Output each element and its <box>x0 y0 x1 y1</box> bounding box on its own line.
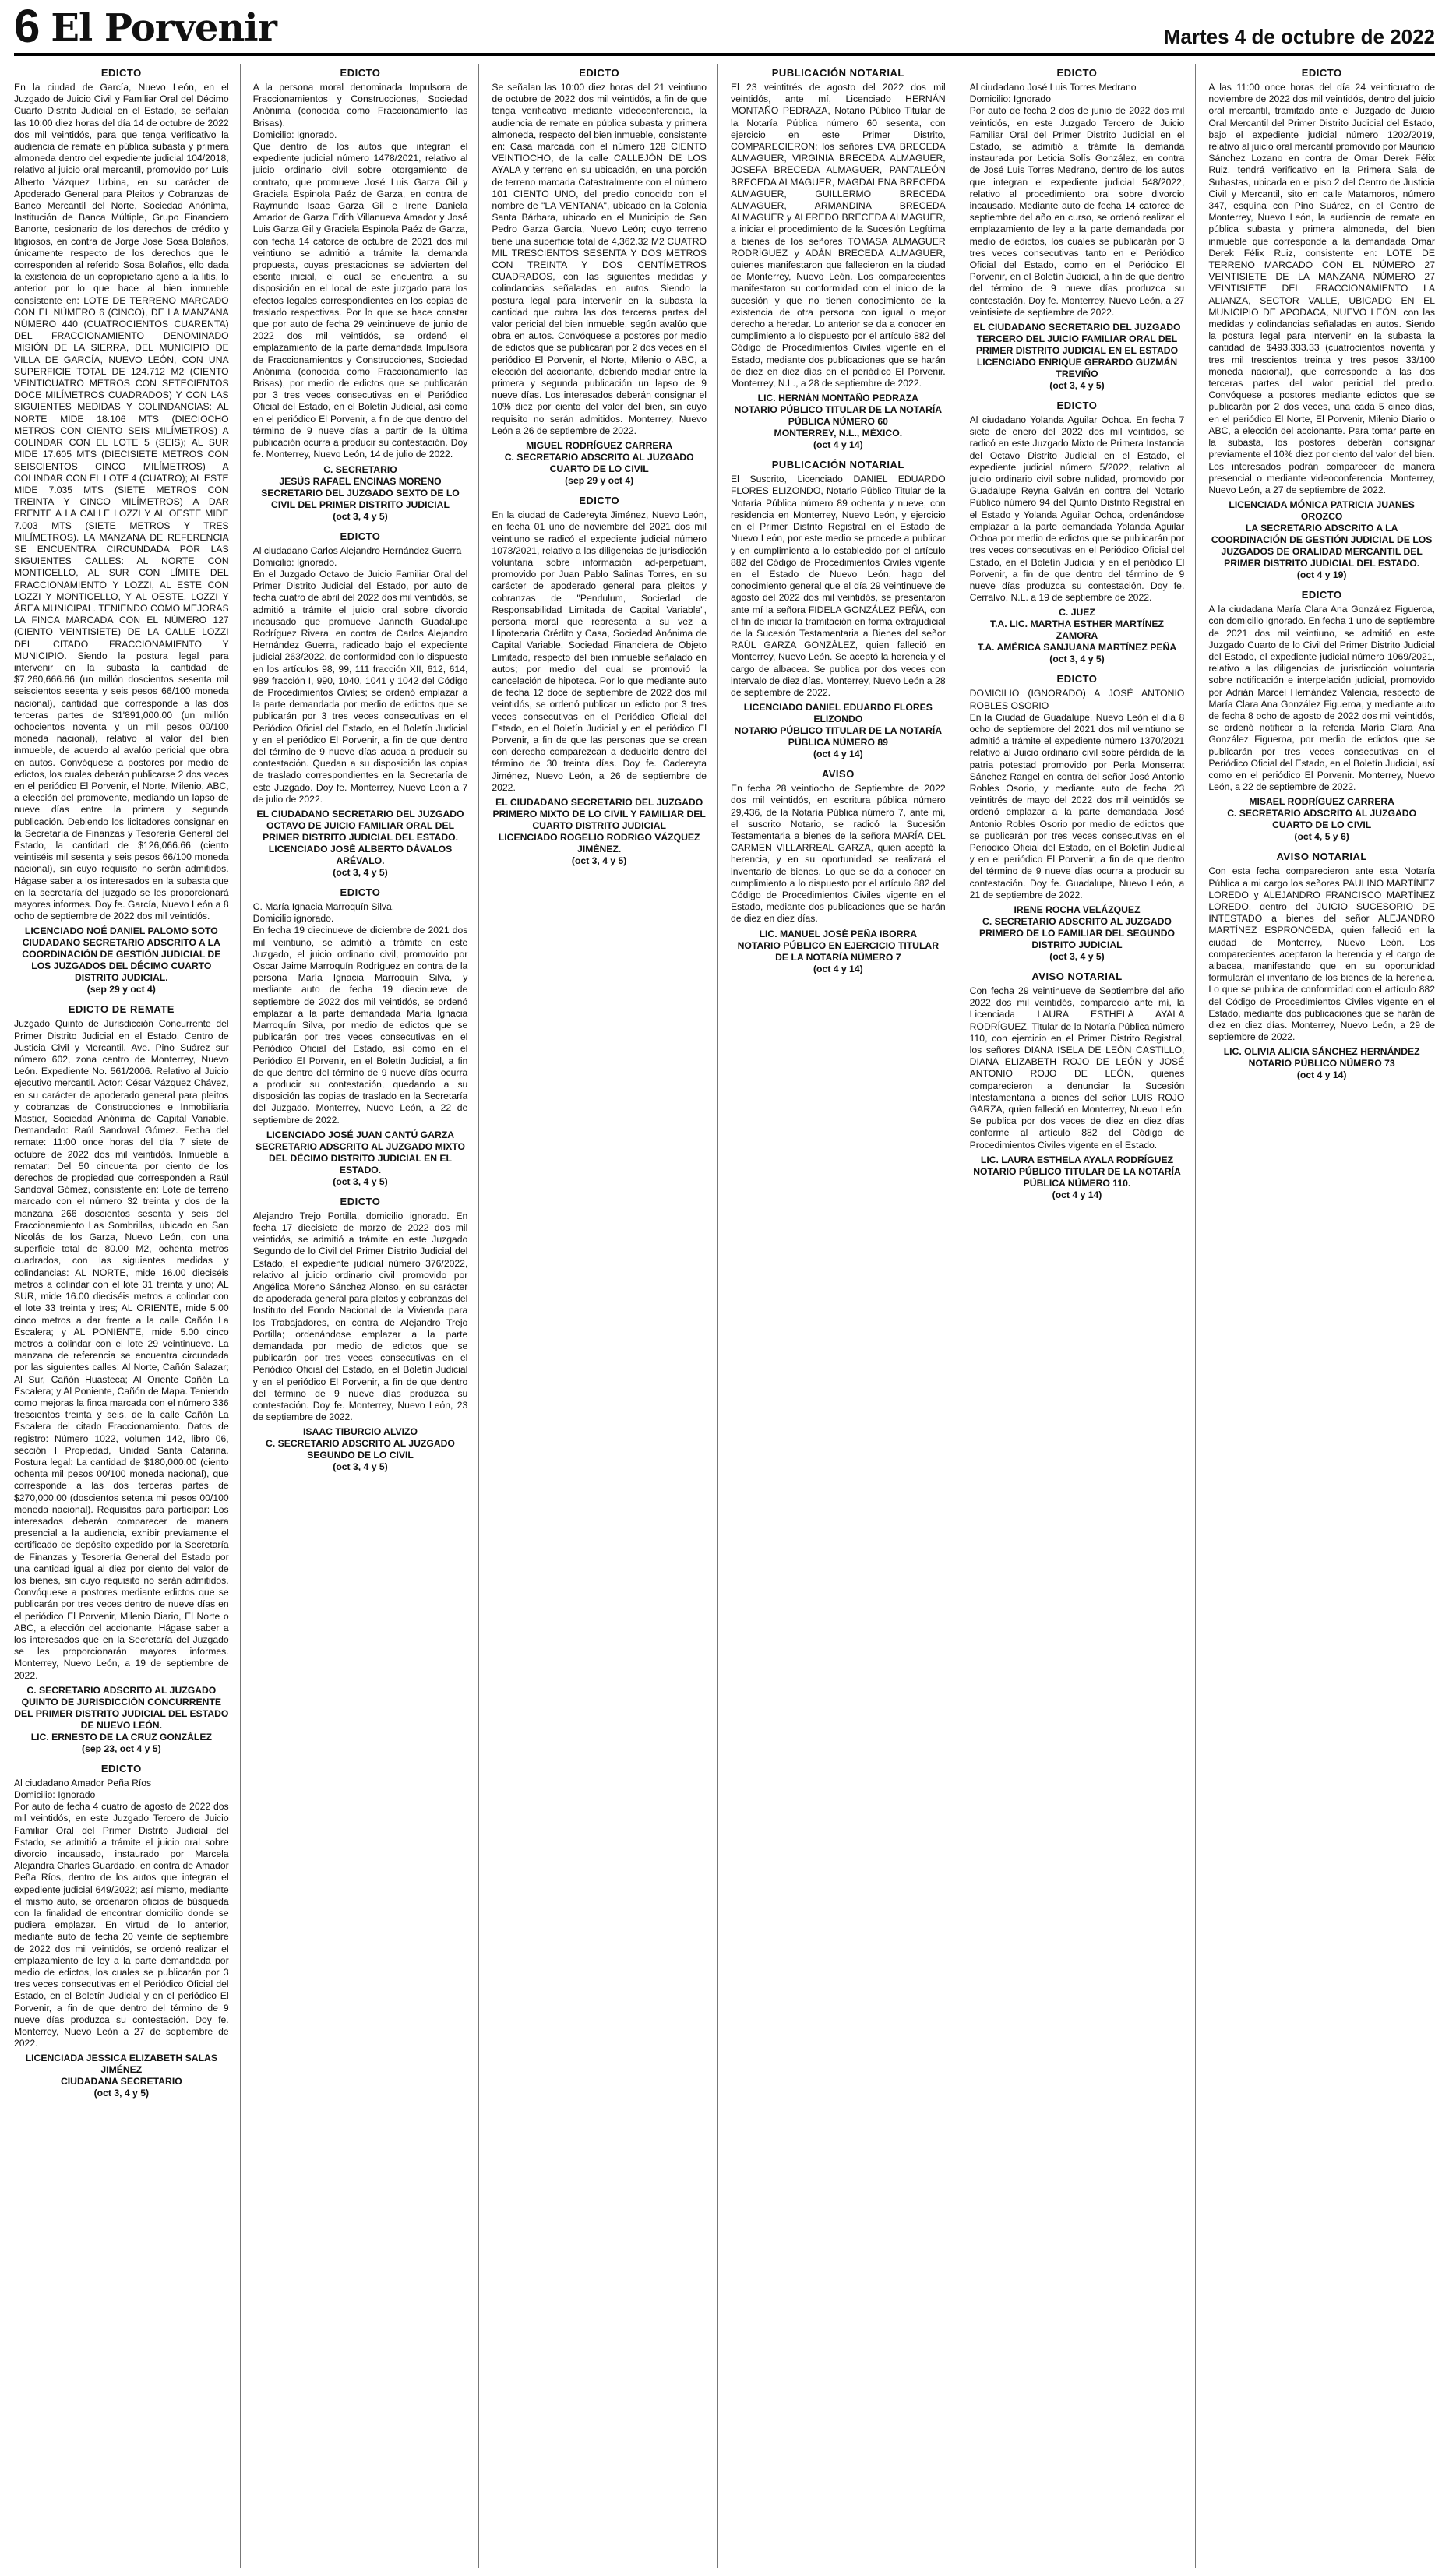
column-5 <box>970 64 1197 2568</box>
notice-body: A la ciudadana María Clara Ana González Figueroa, con domicilio ignorado. En fecha 1 uno de septiembre de 2021 dos mil veintiuno, se admitió en este Juzgado Cuarto de lo Civil del Primer Distrito Judicial del Estado, el expediente judicial número 1069/2021, relativo a las diligencias de jurisdicción voluntaria sobre notificación e interpelación judicial, promovido por Adrián Marcel Hernández Valencia, respecto de María Clara Ana González Figueroa, y mediante auto de fecha 8 ocho de agosto de 2022 dos mil veintidós, se ordenó notificar a la referida María Clara Ana González Figueroa, por medio de edictos que se publicarán por tres veces consecutivas en el Periódico Oficial del Estado, en el Boletín Judicial, así como en el periódico El Porvenir. Monterrey, Nuevo León, a 22 de septiembre de 2022. <box>1208 604 1435 793</box>
notice-title: PUBLICACIÓN NOTARIAL <box>771 67 904 79</box>
legal-notice <box>731 459 946 760</box>
notice-signature: LIC. MANUEL JOSÉ PEÑA IBORRA NOTARIO PÚBLICO EN EJERCICIO TITULAR DE LA NOTARÍA NÚMERO 7 (oct 4 y 14) <box>737 928 940 974</box>
notice-signature: LICENCIADA MÓNICA PATRICIA JUANES OROZCO LA SECRETARIO ADSCRITO A LA COORDINACIÓN DE GESTIÓN JUDICIAL DE LOS JUZGADOS DE ORALIDAD MERCANTIL DEL PRIMER DISTRITO JUDICIAL DEL ESTADO. (oct 4 y 19) <box>1211 499 1433 581</box>
legal-notice <box>492 495 707 867</box>
notice-body: Alejandro Trejo Portilla, domicilio ignorado. En fecha 17 diecisiete de marzo de 2022 dos mil veintidós, se admitió a trámite en este Juzgado Segundo de lo Civil del Primer Distrito Judicial del Estado, el expediente judicial número 376/2022, relativo al juicio ordinario civil promovido por Angélica Moreno Sánchez Alonso, en su carácter de apoderada general para pleitos y cobranzas del Instituto del Fondo Nacional de la Vivienda para los Trabajadores, en contra de Alejandro Trejo Portilla; ordenándose emplazar a la parte demandada por medio de edictos que se publicarán por tres veces consecutivas en el Periódico Oficial del Estado, en el Boletín Judicial y en el periódico El Porvenir, a fin de que dentro del término de 9 nueve días produzca su contestación. Doy fe. Monterrey, Nuevo León, 23 de septiembre de 2022. <box>252 1210 468 1423</box>
legal-notice <box>253 1196 468 1474</box>
legal-notice <box>1208 851 1435 1081</box>
notice-signature: EL CIUDADANO SECRETARIO DEL JUZGADO TERCERO DEL JUICIO FAMILIAR ORAL DEL PRIMER DISTRITO JUDICIAL EN EL ESTADO LICENCIADO ENRIQUE GERARDO GUZMÁN TREVIÑO (oct 3, 4 y 5) <box>973 322 1181 392</box>
notice-title: EDICTO <box>340 67 381 79</box>
legal-notice <box>14 1763 229 2100</box>
notice-signature: C. SECRETARIO ADSCRITO AL JUZGADO QUINTO DE JURISDICCIÓN CONCURRENTE DEL PRIMER DISTRITO JUDICIAL DEL ESTADO DE NUEVO LEÓN. LIC. ERNESTO DE LA CRUZ GONZÁLEZ (sep 23, oct 4 y 5) <box>14 1684 229 1754</box>
notice-body: Con esta fecha comparecieron ante esta Notaría Pública a mi cargo los señores PAULINO MARTÍNEZ LOREDO y ALEJANDRO FRANCISCO MARTÍNEZ LOREDO, dentro del JUICIO SUCESORIO DE INTESTADO a bienes del señor ALEJANDRO MARTÍNEZ ESPRONCEDA, quien falleció en la ciudad de Monterrey, Nuevo León. Los comparecientes aceptaron la herencia y el cargo de albacea, manifestando que en su oportunidad formularán el inventario de los bienes de la herencia. Lo que se publica de conformidad con el artículo 882 del Código de Procedimientos Civiles vigente en el Estado, mediante dos publicaciones que se harán de diez en diez días. Monterrey, Nuevo León, a 29 de septiembre de 2022. <box>1208 865 1435 1043</box>
notice-body: A las 11:00 once horas del día 24 veinticuatro de noviembre de 2022 dos mil veintidós, dentro del juicio oral mercantil, tramitado ante el Juzgado de Juicio Oral Mercantil del Primer Distrito Judicial del Estado, bajo el expediente judicial número 1202/2019, relativo al juicio oral mercantil promovido por Mauricio Sánchez Lozano en contra de Omar Derek Félix Ruiz, tendrá verificativo en la Primera Sala de Subastas, ubicada en el piso 2 del Centro de Justicia Civil y Mercantil, sito en calle Matamoros, número 347, esquina con Pino Suárez, en el Centro de Monterrey, Nuevo León, la audiencia de remate en pública subasta y primera almoneda, del bien inmueble que corresponde a la demandada Omar Derek Félix Ruiz, consistente en: LOTE DE TERRENO MARCADO CON EL NÚMERO 27 VEINTISIETE DE LA MANZANA NÚMERO 27 VEINTISIETE DEL FRACCIONAMIENTO LA ALIANZA, SECTOR VALLE, UBICADO EN EL MUNICIPIO DE APODACA, NUEVO LEÓN, con las medidas y colindancias señaladas en autos. Siendo la postura legal para intervenir en la subasta la cantidad de $493,333.33 (cuatrocientos noventa y tres mil trescientos treinta y tres pesos 33/100 moneda nacional), que corresponde a las dos terceras partes del valor pericial del predio. Convóquese a postores mediante edictos que se publicarán por 2 dos veces, una cada 5 cinco días, en el periódico El Norte, El Porvenir, Milenio Diario o ABC, a elección del accionante. Para tomar parte en la subasta, los postores deberán consignar previamente el 10% diez por ciento del valor del bien. Los interesados podrán comparecer de manera presencial o mediante videoconferencia. Monterrey, Nuevo León, a 27 de septiembre de 2022. <box>1208 82 1435 495</box>
notice-title: EDICTO <box>100 67 142 79</box>
notice-body: Juzgado Quinto de Jurisdicción Concurrente del Primer Distrito Judicial en el Estado, Centro de Justicia Civil y Mercantil. Ave. Pino Suárez sur número 602, zona centro de Monterrey, Nuevo León. Expediente No. 561/2006. Relativo al Juicio ejecutivo mercantil. Actor: César Vázquez Chávez, en su carácter de apoderado general para pleitos y cobranzas de Construcciones e Inmobiliaria Mastier, Sociedad Anónima de Capital Variable. Demandado: Raúl Sandoval Gómez. Fecha del remate: 11:00 once horas del día 7 siete de octubre de 2022 dos mil veintidós. Inmueble a rematar: Del 50 cincuenta por ciento de los derechos de propiedad que corresponden a Raúl Sandoval Gómez, consistente en: Lote de terreno marcado con el número 32 treinta y dos de la manzana 266 doscientos sesenta y seis del Fraccionamiento Las Sombrillas, ubicado en San Nicolás de los Garza, Nuevo León, con una superficie total de 80.00 M2, ochenta metros cuadrados, con las siguientes medidas y colindancias: AL NORTE, mide 16.00 dieciséis metros a colindar con el lote 31 treinta y uno; AL SUR, mide 16.00 dieciséis metros a colindar con el lote 33 treinta y tres; AL ORIENTE, mide 5.00 cinco metros a dar frente a la calle Cañón La Escalera; y AL PONIENTE, mide 5.00 cinco metros a colindar con el lote 29 veintinueve. La manzana de referencia se encuentra circundada por las siguientes calles: Al Norte, Cañón Salazar; Al Sur, Cañón Huasteca; Al Oriente Cañón La Escalera; y Al Poniente, Cañón de Mapa. Teniendo como mejoras la finca marcada con el número 336 trescientos treinta y seis, de la calle Cañón La Escalera del citado Fraccionamiento. Datos de registro: Número 1022, volumen 142, libro 06, sección I Propiedad, Unidad Santa Catarina. Postura legal: La cantidad de $180,000.00 (ciento ochenta mil pesos 00/100 moneda nacional), que corresponde a las dos terceras partes de $270,000.00 (doscientos setenta mil pesos 00/100 moneda nacional). Requisitos para participar: Los interesados deberán comparecer de manera presencial a la audiencia, exhibir previamente el certificado de depósito expedido por la Secretaría de Finanzas y Tesorería General del Estado por una cantidad igual al diez por ciento del valor de los bienes, sin cuyo requisito no serán admitidos. Convóquese a postores mediante edictos que se publicarán por tres veces dentro de nueve días en el periódico El Porvenir, Milenio Diario, El Norte o ABC, a elección del accionante. Hágase saber a los interesados que en la Secretaría del Juzgado se les proporcionarán mayores informes. Monterrey, Nuevo León, a 19 de septiembre de 2022. <box>14 1018 229 1681</box>
notice-title: EDICTO <box>579 67 620 79</box>
legal-notice <box>14 1003 229 1754</box>
notice-title: EDICTO DE REMATE <box>68 1003 175 1016</box>
legal-notice <box>253 530 468 879</box>
notice-title: EDICTO <box>340 530 381 542</box>
notice-title: EDICTO <box>579 495 620 507</box>
edition-date: Martes 4 de octubre de 2022 <box>1163 25 1435 48</box>
notice-signature: MISAEL RODRÍGUEZ CARRERA C. SECRETARIO ADSCRITO AL JUZGADO CUARTO DE LO CIVIL (oct 4, 5 y 6) <box>1227 796 1417 843</box>
column-6 <box>1208 64 1435 2568</box>
notice-signature: LICENCIADO NOÉ DANIEL PALOMO SOTO CIUDADANO SECRETARIO ADSCRITO A LA COORDINACIÓN DE GESTIÓN JUDICIAL DE LOS JUZGADOS DEL DÉCIMO CUARTO DISTRITO JUDICIAL. (sep 29 y oct 4) <box>22 925 221 996</box>
notice-title: EDICTO <box>1301 67 1342 79</box>
notice-body: C. María Ignacia Marroquín Silva. Domicilio ignorado. En fecha 19 diecinueve de diciembre de 2021 dos mil veintiuno, se admitió a trámite en este Juzgado, el juicio ordinario civil, promovido por Oscar Jaime Marroquín Rodríguez en contra de la persona María Ignacia Marroquín Silva, y mediante auto de fecha 19 diecinueve de septiembre de 2022 dos mil veintidós, se ordenó emplazar a la parte demandada María Ignacia Marroquín Silva, por medio de edictos que se publicarán por tres veces consecutivas en el Periódico Oficial del Estado, así como en el Periódico El Porvenir, en el Boletín Judicial, a fin de que dentro del término de 9 nueve días ocurra a producir su contestación, quedando a su disposición las copias de traslado en la Secretaría del Juzgado. Monterrey, Nuevo León, a 22 de septiembre de 2022. <box>252 900 468 1126</box>
legal-notice <box>492 67 707 487</box>
notice-signature: LICENCIADO JOSÉ JUAN CANTÚ GARZA SECRETARIO ADSCRITO AL JUZGADO MIXTO DEL DÉCIMO DISTRITO JUDICIAL EN EL ESTADO. (oct 3, 4 y 5) <box>255 1129 466 1187</box>
legal-notice <box>970 400 1185 665</box>
notice-signature: LIC. LAURA ESTHELA AYALA RODRÍGUEZ NOTARIO PÚBLICO TITULAR DE LA NOTARÍA PÚBLICA NÚMERO 110. (oct 4 y 14) <box>973 1154 1181 1200</box>
notice-signature: C. SECRETARIO JESÚS RAFAEL ENCINAS MORENO SECRETARIO DEL JUZGADO SEXTO DE LO CIVIL DEL PRIMER DISTRITO JUDICIAL (oct 3, 4 y 5) <box>261 463 460 522</box>
legal-notice <box>970 673 1185 963</box>
notice-signature: IRENE ROCHA VELÁZQUEZ C. SECRETARIO ADSCRITO AL JUZGADO PRIMERO DE LO FAMILIAR DEL SEGUNDO DISTRITO JUDICIAL (oct 3, 4 y 5) <box>978 904 1175 962</box>
notice-body: En fecha 28 veintiocho de Septiembre de 2022 dos mil veintidós, en escritura pública número 29,436, de la Notaría Pública número 7, ante mí, el suscrito Notario, se radicó la Sucesión Testamentaria a bienes de la señora MARÍA DEL CARMEN VILLARREAL GARZA, quien aceptó la herencia, y en su oportunidad se realizará el inventario de bienes. Lo que se da a conocer en cumplimiento a lo dispuesto por el artículo 882 del Código de Procedimientos Civiles vigente en el Estado, mediante dos publicaciones que se harán de diez en diez días. <box>730 783 946 925</box>
notice-title: EDICTO <box>1301 589 1342 601</box>
newspaper-logo: El Porvenir <box>51 6 277 50</box>
column-1 <box>14 64 241 2568</box>
legal-notices-columns <box>14 64 1435 2568</box>
notice-title: PUBLICACIÓN NOTARIAL <box>771 459 904 471</box>
notice-body: El 23 veintitrés de agosto del 2022 dos mil veintidós, ante mí, Licenciado HERNÁN MONTAÑO PEDRAZA, Notario Público Titular de la Notaría Pública número 60 sesenta, con ejercicio en este Primer Distrito, COMPARECIERON: los señores EVA BRECEDA ALMAGUER, VIRGINIA BRECEDA ALMAGUER, JOSEFA BRECEDA ALMAGUER, PANTALEÓN BRECEDA ALMAGUER, MAGDALENA BRECEDA ALMAGUER, GUILLERMO BRECEDA ALMAGUER, ARMANDINA BRECEDA ALMAGUER y ALFREDO BRECEDA ALMAGUER, a iniciar el procedimiento de la Sucesión Legítima a bienes de los señores TOMASA ALMAGUER RODRÍGUEZ y ADÁN BRECEDA ALMAGUER, quienes manifestaron que fallecieron en la ciudad de Monterrey, Nuevo León. Los comparecientes manifestaron su conformidad con el inicio de la sucesión y que no tienen conocimiento de la existencia de otra persona con igual o mejor derecho a heredar. Lo anterior se da a conocer en cumplimiento a lo dispuesto por el artículo 882 del Código de Procedimientos Civiles vigente en el Estado, mediante dos publicaciones que se harán de diez en diez días en el periódico El Porvenir. Monterrey, N.L., a 28 de septiembre de 2022. <box>730 82 946 389</box>
notice-body: Al ciudadano José Luis Torres Medrano Domicilio: Ignorado Por auto de fecha 2 dos de junio de 2022 dos mil veintidós, en este Juzgado Tercero de Juicio Familiar Oral del Primer Distrito Judicial en el Estado, se admitió a trámite la demanda instaurada por Leticia Solís González, en contra de José Luis Torres Medrano, dentro de los autos que integran el expediente judicial 548/2022, relativo al procedimiento oral sobre divorcio incausado. Mediante auto de fecha 14 catorce de septiembre del año en curso, se ordenó realizar el emplazamiento de ley a la parte demandada por medio de edictos, los cuales se publicarán por 3 tres veces consecutivas tanto en el Periódico Oficial del Estado, como en el Periódico El Porvenir, en el Boletín Judicial, a fin de que dentro del término de 9 nueve días produzca su contestación. Doy fe. Monterrey, Nuevo León, a 27 veintisiete de septiembre de 2022. <box>969 82 1185 318</box>
notice-signature: LICENCIADO DANIEL EDUARDO FLORES ELIZONDO NOTARIO PÚBLICO TITULAR DE LA NOTARÍA PÚBLICA NÚMERO 89 (oct 4 y 14) <box>734 702 943 760</box>
notice-title: EDICTO <box>340 886 381 898</box>
notice-body: Se señalan las 10:00 diez horas del 21 veintiuno de octubre de 2022 dos mil veintidós, a fin de que tenga verificativo mediante videoconferencia, la audiencia de remate en pública subasta y primera almoneda, respecto del bien inmueble, consistente en: Casa marcada con el número 128 CIENTO VEINTIOCHO, de la calle CALLEJÓN DE LOS AYALA y terreno en su ubicación, en una porción de terreno marcada Catastralmente con el número 101 CIENTO UNO, del predio conocido con el nombre de "LA VENTANA", ubicado en la Colonia Santa Bárbara, ubicado en el Municipio de San Pedro Garza García, Nuevo León; cuyo terreno tiene una superficie total de 4,362.32 M2 CUATRO MIL TRESCIENTOS SESENTA Y DOS METROS CON TREINTA Y DOS CENTÍMETROS CUADRADOS, con las siguientes medidas y colindancias señaladas en autos. Siendo la postura legal para intervenir en la subasta la cantidad que cubra las dos terceras partes del valor pericial del bien inmueble, según avalúo que obra en autos. Convóquese a postores por medio de edictos que se publicarán por 2 dos veces en el periódico El Porvenir, el Norte, Milenio o ABC, a elección del accionante, debiendo mediar entre la primera y segunda publicación un lapso de 9 nueve días. Los interesados deberán consignar el 10% diez por ciento del valor del bien, sin cuyo requisito no serán admitidos. Monterrey, Nuevo León a 26 de septiembre de 2022. <box>492 82 707 436</box>
notice-body: Al ciudadano Amador Peña Ríos Domicilio: Ignorado Por auto de fecha 4 cuatro de agosto de 2022 dos mil veintidós, en este Juzgado Tercero de Juicio Familiar Oral del Primer Distrito Judicial del Estado, se admitió a trámite el juicio oral sobre divorcio incausado, instaurado por Marcela Alejandra Charles Guardado, en contra de Amador Peña Ríos, dentro de los autos que integran el expediente judicial 649/2022; así mismo, mediante el mismo auto, se ordenaron oficios de búsqueda con la finalidad de encontrar domicilio donde se pudiera emplazar. En virtud de lo anterior, mediante auto de fecha 20 veinte de septiembre de 2022 dos mil veintidós, se ordenó realizar el emplazamiento de ley a la parte demandada por medio de edictos, los cuales se publicarán por 3 tres veces consecutivas en el Periódico Oficial del Estado, en el Boletín Judicial y en el periódico El Porvenir, a fin de que dentro del término de 9 nueve días produzca su contestación. Doy fe. Monterrey, Nuevo León a 27 de septiembre de 2022. <box>14 1777 229 2049</box>
column-2 <box>253 64 480 2568</box>
page-number: 6 <box>14 0 41 52</box>
notice-title: AVISO NOTARIAL <box>1276 851 1367 863</box>
column-3 <box>492 64 718 2568</box>
notice-body: DOMICILIO (IGNORADO) A JOSÉ ANTONIO ROBLES OSORIO En la Ciudad de Guadalupe, Nuevo León el día 8 ocho de septiembre del 2021 dos mil veintiuno se admitió a trámite el expediente número 1370/2021 relativo al Juicio ordinario civil sobre pérdida de la patria potestad promovido por Perla Monserrat Sánchez Rangel en contra del señor José Antonio Robles Osorio, y mediante auto de fecha 23 veintitrés de mayo del 2022 dos mil veintidós se ordenó emplazar a la parte demandada José Antonio Robles Osorio por medio de edictos que se publicarán por tres veces consecutivas en el Periódico Oficial del Estado, en el Boletín Judicial y en el periódico El Porvenir, a fin de que dentro del término de 9 nueve días ocurra a producir su contestación. Doy fe. Guadalupe, Nuevo León, a 21 de septiembre de 2022. <box>969 688 1185 900</box>
notice-title: AVISO NOTARIAL <box>1031 970 1123 982</box>
legal-notice <box>14 67 229 996</box>
notice-body: El Suscrito, Licenciado DANIEL EDUARDO FLORES ELIZONDO, Notario Público Titular de la Notaría Pública número 89 ochenta y nueve, con residencia en Monterrey, Nuevo León, y ejercicio en el Primer Distrito Registral en el Estado de Nuevo León, por este medio se procede a publicar y en cumplimiento a lo establecido por el artículo 882 del Código de Procedimientos Civiles vigente en el Estado de Nuevo León, hago del conocimiento general que el día 29 veintinueve de agosto del 2022 dos mil veintidós, se presentaron ante mí la señora FIDELA GONZÁLEZ PEÑA, con el fin de iniciar la tramitación en forma extrajudicial de la Sucesión Testamentaria a Bienes del señor RAÚL GARZA GONZÁLEZ, quien falleció en Monterrey, Nuevo León. Se aceptó la herencia y el cargo de albacea. Se publica por dos veces con intervalo de diez días. Monterrey, Nuevo León a 28 de septiembre de 2022. <box>730 474 946 698</box>
legal-notice <box>970 971 1185 1201</box>
notice-body: En la ciudad de García, Nuevo León, en el Juzgado de Juicio Civil y Familiar Oral del Décimo Cuarto Distrito Judicial en el Estado, se señalan las 10:00 diez horas del día 14 de octubre de 2022 dos mil veintidós, para que tenga verificativo la audiencia de remate en pública subasta y primera almoneda dentro del expediente judicial 104/2018, relativo al juicio oral mercantil, promovido por Luis Alberto Vázquez Urbina, en su carácter de Apoderado General para Pleitos y Cobranzas de Banco Mercantil del Norte, Sociedad Anónima, Institución de Banca Múltiple, Grupo Financiero Banorte, cesionario de los derechos de crédito y litigiosos, en contra de Jorge José Sosa Bolaños, únicamente respecto de los derechos que le corresponden al referido Sosa Bolaños, ello dada la existencia de un copropietario ajeno a la litis, lo anterior por lo que hace al bien inmueble consistente en: LOTE DE TERRENO MARCADO CON EL NÚMERO 6 (CINCO), DE LA MANZANA NÚMERO 440 (CUATROCIENTOS CUARENTA) DEL FRACCIONAMIENTO DENOMINADO MISIÓN DE LA SIERRA, DEL MUNICIPIO DE VILLA DE GARCÍA, NUEVO LEÓN, CON UNA SUPERFICIE TOTAL DE 124.712 M2 (CIENTO VEINTICUATRO METROS CON SETECIENTOS DOCE MILÍMETROS CUADRADOS) Y CON LAS SIGUIENTES MEDIDAS Y COLINDANCIAS: AL NORTE MIDE 18.106 MTS (DIECIOCHO METROS CON CIENTO SEIS MILÍMETROS) A COLINDAR CON EL LOTE 5 (SEIS); AL SUR MIDE 17.605 MTS (DIECISIETE METROS CON SEISCIENTOS CINCO MILÍMETROS) A COLINDAR CON EL LOTE 4 (CUATRO); AL ESTE MIDE 7.035 MTS (SIETE METROS CON TREINTA Y CINCO MILÍMETROS) A DAR FRENTE A LA CALLE LOZZI Y AL OESTE MIDE 7.003 MTS (SIETE METROS Y TRES MILÍMETROS). LA MANZANA DE REFERENCIA SE ENCUENTRA CIRCUNDADA POR LAS SIGUIENTES CALLES: AL NORTE CON MONTICELLO, AL SUR CON LÍMITE DEL FRACCIONAMIENTO Y LOZZI, AL ESTE CON LOZZI Y MONTICELLO, Y AL OESTE, LOZZI Y ÁREA MUNICIPAL. TENIENDO COMO MEJORAS LA FINCA MARCADA CON EL NÚMERO 127 (CIENTO VEINTISIETE) DE LA CALLE LOZZI DEL CITADO FRACCIONAMIENTO Y MUNICIPIO. Siendo la postura legal para intervenir en la subasta la cantidad de $7,260,666.66 (un millón doscientos sesenta mil seiscientos sesenta y seis pesos 66/100 moneda nacional), cantidad que corresponde a las dos terceras partes de $1'891,000.00 (un millón ochocientos noventa y un mil pesos 00/100 moneda nacional), relativo al valor del bien inmueble, de acuerdo al avalúo pericial que obra en autos. Convóquese a postores por medio de edictos, los cuales deberán publicarse 2 dos veces en el periódico El Porvenir, el Norte, Milenio, ABC, a elección del promovente, mediando un lapso de nueve días entre la primera y segunda publicación. Debiendo los licitadores consignar en la Secretaría de Finanzas y Tesorería General del Estado, la cantidad de $126,066.66 (ciento veintiséis mil sesenta y seis pesos 66/100 moneda nacional), sin cuyo requisito no serán admitidos. Hágase saber a los interesados en la subasta que en la secretaría del juzgado se les proporcionará mayores informes. Doy fe. García, Nuevo León a 8 ocho de septiembre de 2022 dos mil veintidós. <box>14 82 229 922</box>
notice-body: Con fecha 29 veintinueve de Septiembre del año 2022 dos mil veintidós, compareció ante mí, la Licenciada LAURA ESTHELA AYALA RODRÍGUEZ, Titular de la Notaría Pública número 110, con ejercicio en el Primer Distrito Registral, los señores DIANA ISELA DE LEÓN CASTILLO, DIANA ELIZABETH ROJO DE LEÓN y JOSÉ ANTONIO ROJO DE LEÓN, quienes comparecieron a denunciar la Sucesión Intestamentaria a bienes del señor LUIS ROJO GARZA, quien falleció en Monterrey, Nuevo León. Se publica por dos veces de diez en diez días conforme al artículo 882 del Código de Procedimientos Civiles vigente en el Estado. <box>969 985 1185 1151</box>
notice-title: EDICTO <box>340 1195 381 1207</box>
notice-signature: LICENCIADA JESSICA ELIZABETH SALAS JIMÉNEZ CIUDADANA SECRETARIO (oct 3, 4 y 5) <box>25 2053 217 2099</box>
notice-signature: C. JUEZ T.A. LIC. MARTHA ESTHER MARTÍNEZ ZAMORA T.A. AMÉRICA SANJUANA MARTÍNEZ PEÑA (oct 3, 4 y 5) <box>977 607 1177 665</box>
legal-notice <box>1208 67 1435 581</box>
legal-notice <box>731 768 946 974</box>
notice-body: A la persona moral denominada Impulsora de Fraccionamientos y Construcciones, Sociedad Anónima (conocida como Fraccionamiento las Brisas). Domicilio: Ignorado. Que dentro de los autos que integran el expediente judicial número 1478/2021, relativo al juicio ordinario civil sobre otorgamiento de contrato, que promueve José Luis Garza Gil y Graciela Espinola Paéz de Garza, en contra de Raymundo Isaac Garza Gil e Irene Daniela Amador de Garza Edith Villanueva Amador y José Luis Garza Gil y Graciela Espinola Paéz de Garza, con fecha 14 catorce de octubre de 2021 dos mil veintiuno se admitió a trámite la demanda propuesta, cuyas prestaciones se advierten del escrito inicial, el cual se encuentra a su disposición en el local de este juzgado para los efectos legales correspondientes en los copias de traslado respectivas. Por lo que se hace constar que por auto de fecha 29 veintinueve de junio de 2022 dos mil veintidós, se ordenó el emplazamiento de la parte demandada Impulsora de Fraccionamientos y Construcciones, Sociedad Anónima (conocida como Fraccionamiento las Brisas), por medio de edictos que se publicarán por 3 tres veces consecutivas en el Periódico Oficial del Estado, en el Boletín Judicial, así como en el periódico El Porvenir, a fin de que dentro del término de 9 nueve días a partir de la última publicación ocurra a producir su contestación. Doy fe. Monterrey, Nuevo León, 14 de julio de 2022. <box>252 82 468 460</box>
notice-body: Al ciudadano Yolanda Aguilar Ochoa. En fecha 7 siete de enero del 2022 dos mil veintidós, se radicó en este Juzgado Mixto de Primera Instancia del Octavo Distrito Judicial en el Estado, el expediente judicial número 5/2022, relativo al juicio ordinario civil sobre nulidad, promovido por Guadalupe Reyna Galván en contra del Notario Público número 94 del Quinto Distrito Registral en el Estado y Yolanda Aguilar Ochoa, ordenándose emplazar a la parte demandada Yolanda Aguilar Ochoa por medio de edictos que se publicarán por tres veces consecutivas en el Periódico Oficial del Estado, en el Boletín Judicial y en el periódico El Porvenir, a fin de que dentro del término de 9 nueve días produzca su contestación. Doy fe. Cerralvo, N.L. a 19 de septiembre de 2022. <box>969 414 1185 604</box>
masthead <box>14 0 1435 56</box>
legal-notice <box>253 886 468 1188</box>
column-4 <box>731 64 957 2568</box>
legal-notice <box>1208 589 1435 843</box>
notice-signature: ISAAC TIBURCIO ALVIZO C. SECRETARIO ADSCRITO AL JUZGADO SEGUNDO DE LO CIVIL (oct 3, 4 y 5) <box>266 1426 455 1473</box>
notice-title: AVISO <box>821 768 855 781</box>
notice-signature: LIC. OLIVIA ALICIA SÁNCHEZ HERNÁNDEZ NOTARIO PÚBLICO NÚMERO 73 (oct 4 y 14) <box>1223 1046 1420 1081</box>
notice-title: EDICTO <box>100 1762 142 1774</box>
notice-signature: MIGUEL RODRÍGUEZ CARRERA C. SECRETARIO ADSCRITO AL JUZGADO CUARTO DE LO CIVIL (sep 29 y oct 4) <box>504 440 694 487</box>
legal-notice <box>970 67 1185 392</box>
notice-body: En la ciudad de Cadereyta Jiménez, Nuevo León, en fecha 01 uno de noviembre del 2021 dos mil veintiuno se radicó el expediente judicial número 1073/2021, relativo a las diligencias de jurisdicción voluntaria sobre información ad-perpetuam, promovido por Juan Pablo Salinas Torres, en su carácter de apoderado general para pleitos y cobranzas de "Pendulum, Sociedad de Responsabilidad Limitada de Capital Variable", persona moral que representa a su vez a Hipotecaria Crédito y Casa, Sociedad Anónima de Capital Variable, Sociedad Financiera de Objeto Limitado, respecto del bien inmueble señalado en autos; por medio del cual se promovió la cancelación de hipoteca. Por lo que mediante auto de fecha 12 doce de septiembre de 2022 dos mil veintidós, se ordenó publicar un edicto por 3 tres veces consecutivas en el Periódico Oficial del Estado, en el Boletín Judicial y en el periódico El Porvenir, a fin de que las personas que se crean con derecho comparezcan a deducirlo dentro del término de 30 treinta días. Doy fe. Cadereyta Jiménez, Nuevo León, a 26 de septiembre de 2022. <box>492 509 707 793</box>
notice-signature: LIC. HERNÁN MONTAÑO PEDRAZA NOTARIO PÚBLICO TITULAR DE LA NOTARÍA PÚBLICA NÚMERO 60 MONTERREY, N.L., MÉXICO. (oct 4 y 14) <box>734 393 943 451</box>
notice-signature: EL CIUDADANO SECRETARIO DEL JUZGADO OCTAVO DE JUICIO FAMILIAR ORAL DEL PRIMER DISTRITO JUDICIAL DEL ESTADO. LICENCIADO JOSÉ ALBERTO DÁVALOS ARÉVALO. (oct 3, 4 y 5) <box>256 808 464 878</box>
brand <box>14 0 277 52</box>
legal-notice <box>253 67 468 523</box>
notice-title: EDICTO <box>1056 400 1098 412</box>
notice-title: EDICTO <box>1056 673 1098 685</box>
legal-notice <box>731 67 946 451</box>
notice-signature: EL CIUDADANO SECRETARIO DEL JUZGADO PRIMERO MIXTO DE LO CIVIL Y FAMILIAR DEL CUARTO DISTRITO JUDICIAL LICENCIADO ROGELIO RODRIGO VÁZQUEZ JIMÉNEZ. (oct 3, 4 y 5) <box>492 796 706 866</box>
notice-title: EDICTO <box>1056 67 1098 79</box>
notice-body: Al ciudadano Carlos Alejandro Hernández Guerra Domicilio: Ignorado. En el Juzgado Octavo de Juicio Familiar Oral del Primer Distrito Judicial del Estado, por auto de fecha cuatro de abril del 2022 dos mil veintidós, se admitió a trámite el juicio oral sobre divorcio incausado que promueve Janneth Guadalupe Rodríguez Rivera, en contra de Carlos Alejandro Hernández Guerra, radicado bajo el expediente judicial 263/2022, de conformidad con lo dispuesto en los artículos 98, 99, 111 fracción XII, 612, 614, 989 fracción I, 990, 1040, 1041 y 1042 del Código de Procedimientos Civiles; se ordenó emplazar a la parte demandada por medio de edictos que se publicarán por 3 tres veces consecutivas en el Periódico Oficial del Estado, en el Boletín Judicial y en el periódico El Porvenir, a fin de que dentro del término de 9 nueve días acuda a producir su contestación. Quedan a su disposición las copias de traslado correspondientes en la Secretaría de este Juzgado. Doy fe. Monterrey, Nuevo León a 7 de julio de 2022. <box>252 544 468 805</box>
